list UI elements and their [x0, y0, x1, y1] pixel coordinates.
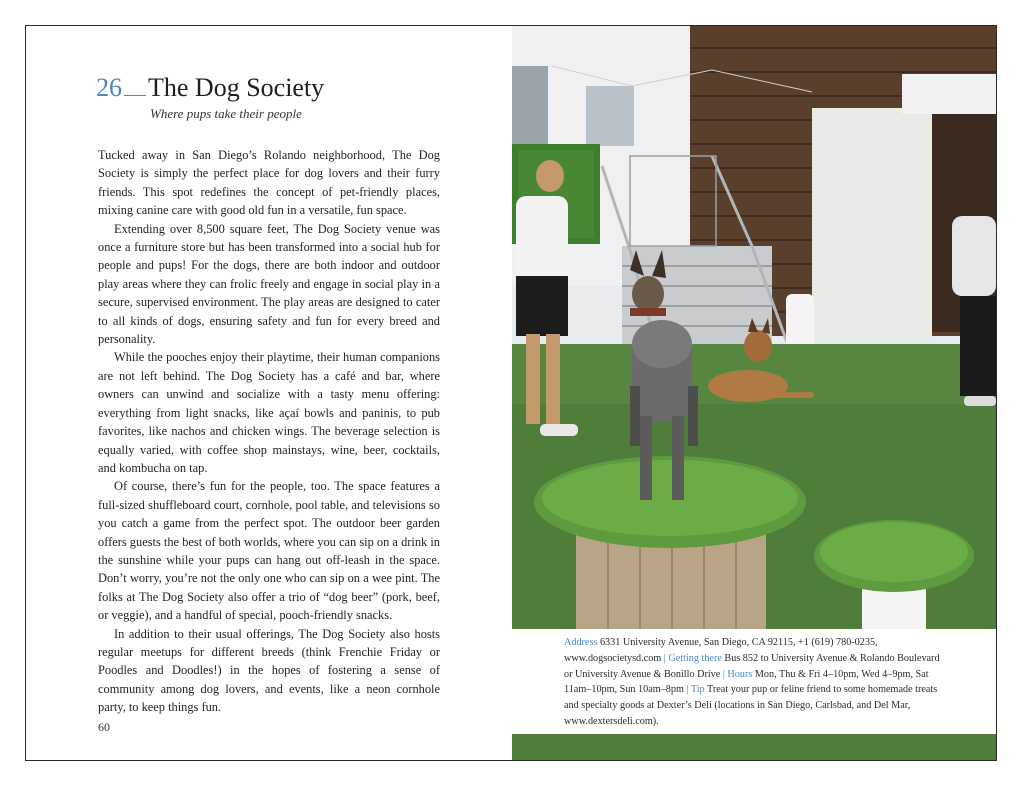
person-right — [952, 216, 996, 296]
separator: | — [722, 668, 725, 680]
chapter-title: The Dog Society — [148, 73, 325, 102]
chapter-number: 26 — [96, 73, 122, 102]
paragraph: Extending over 8,500 square feet, The Dog Society venue was once a furniture store but has been transformed into a social hub for people and pups! For the dogs, there are both indoor and outdoor play areas where they can frolic freely and engage in social play in a secure, supervised environment. The play areas are designed to cater to all kinds of dogs, ensuring safety and fun for every breed and personality. — [98, 221, 440, 347]
separator: | — [663, 652, 666, 664]
hours-label: Hours — [727, 668, 753, 680]
white-door — [812, 108, 932, 338]
address-label: Address — [564, 637, 598, 648]
address-text: 6331 University Avenue, San Diego, CA 92115, +1 (619) 780-0235, www.dogsocietysd.com — [564, 637, 878, 664]
left-page — [26, 26, 512, 760]
chapter-rule — [124, 95, 146, 96]
paragraph: Of course, there’s fun for the people, too. The space features a full-sized shuffleboard court, cornhole, pool table, and televisions so you catch a game from the perfect spot. The outdoor beer garden offers guests the best of both worlds, where you can sip on a drink in the sunshine while your pups can hang out off-leash in the space. Don’t worry, you’re not the only one who can sip on a wee pint. The folks at The Dog Society also offer a trio of “dog beer” (pork, beef, or veggie), and a handful of special, pooch-friendly snacks. — [98, 479, 440, 623]
paragraph: In addition to their usual offerings, The Dog Society also hosts regular meetups for different breeds (think Frenchie Friday or Poodles and Doodles!) in the hopes of fostering a sense of community among dog lovers, and events, like a neon cornhole party, to keep things fun. — [98, 626, 440, 715]
separator: | — [686, 684, 689, 696]
info-box — [512, 629, 996, 734]
window-grill — [512, 66, 548, 146]
person-left — [536, 160, 564, 192]
chapter-heading — [96, 73, 324, 103]
right-page — [512, 26, 996, 760]
page-number: 60 — [98, 720, 110, 734]
paragraph: Tucked away in San Diego’s Rolando neighborhood, The Dog Society is simply the perfect place for dog lovers and their furry friends. This spot redefines the concept of pet-friendly places, mixing canine care with good old fun in a versatile, fun space. — [98, 148, 440, 218]
getting-there-text: Bus 852 to University Avenue & Rolando Boulevard or University Avenue & Bonillo Drive — [564, 652, 940, 680]
window — [586, 86, 634, 146]
body-text — [98, 146, 440, 717]
paragraph: While the pooches enjoy their playtime, their human companions are not left behind. The Dog Society has a café and bar, where owners can unwind and socialize with a tasty menu offering: everything from light snacks, like açaí bowls and paninis, to pub favorites, like nachos and chicken wings. The beverage selection is equally varied, with coffee shop mainstays, wine, beer, cocktails, and kombucha on tap. — [98, 350, 440, 475]
tip-text: Treat your pup or feline friend to some homemade treats and specialty goods at Dexter’s Deli (locations in San Diego, Carlsbad, and Del Mar, www.dextersdeli.com). — [564, 684, 938, 727]
sign-board — [902, 74, 996, 114]
hours-text: Mon, Thu & Fri 4–10pm, Wed 4–9pm, Sat 11am–10pm, Sun 10am–8pm — [564, 668, 929, 696]
getting-there-label: Getting there — [668, 652, 722, 664]
tip-label: Tip — [690, 684, 705, 696]
book-spread — [25, 25, 997, 761]
chapter-subtitle: Where pups take their people — [150, 106, 302, 121]
